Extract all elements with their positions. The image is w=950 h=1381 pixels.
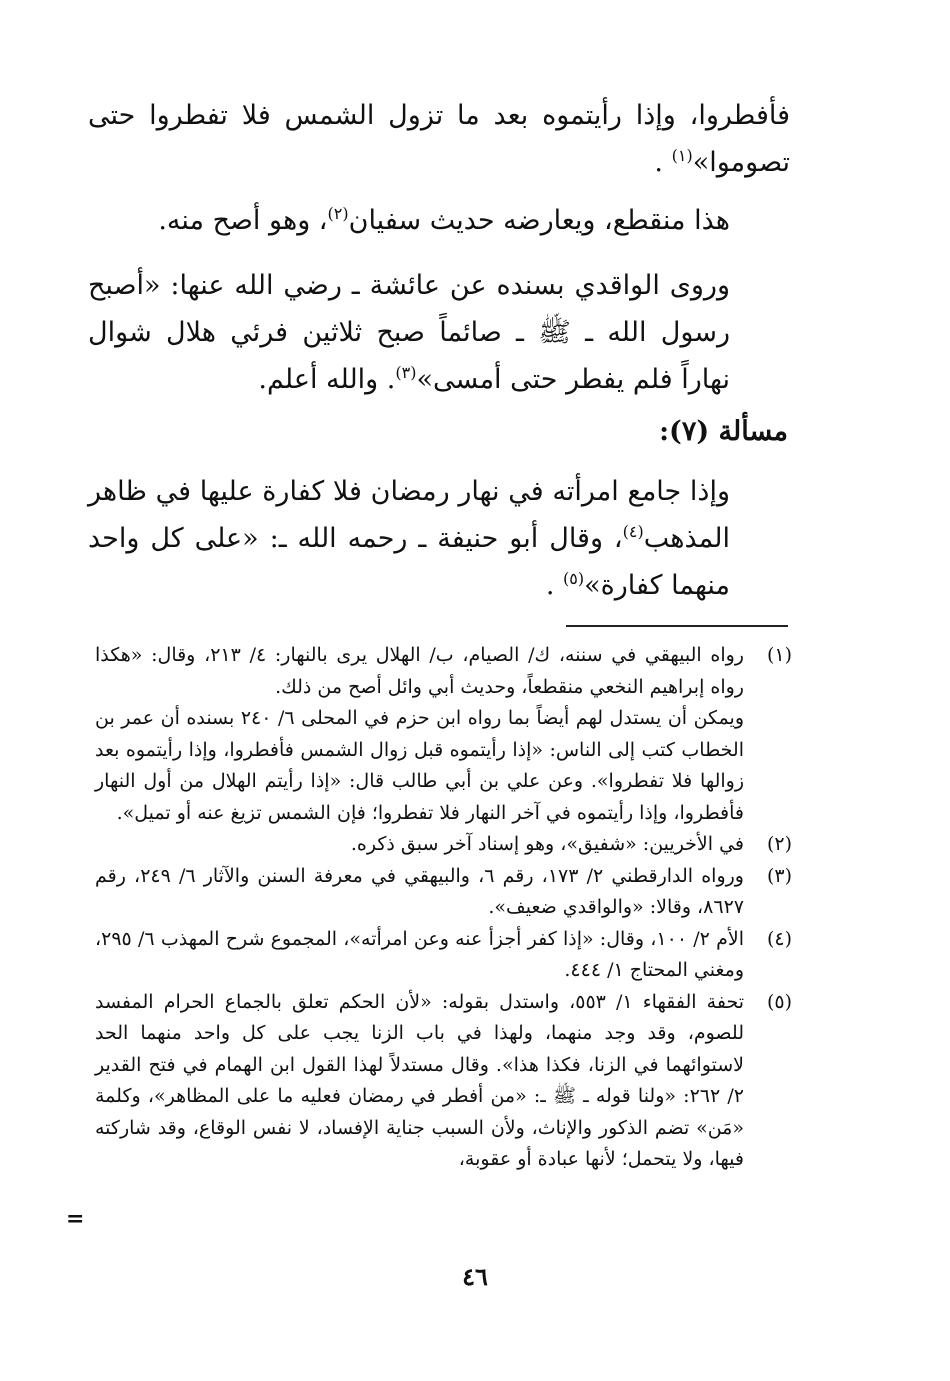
footnote-paragraph: تحفة الفقهاء ١/ ٥٥٣، واستدل بقوله: «لأن الحكم تعلق بالجماع الحرام المفسد للصوم، وقد وجد منهما، ولهذا في باب الزنا يجب على كل واحد منهما الحد لاستوائهما في الزنا، فكذا هذا». وقال مستدلاً لهذا القول ابن الهمام في فتح القدير ٢/ ٢٦٢: «ولنا قوله ـ ﷺ ـ: «من أفطر في رمضان فعليه ما على المظاهر»، وكلمة «مَن» تضم الذكور والإناث، ولأن السبب جناية الإفساد، لا نفس الوقاع، وقد شاركته فيها، ولا يتحمل؛ لأنها عبادة أو عقوبة، <box>95 990 744 1170</box>
footnotes <box>95 640 792 1176</box>
footnote-number: (٥) <box>766 990 792 1013</box>
paragraph-end: . <box>545 570 563 601</box>
footnote-paragraph: الأم ٢/ ١٠٠، وقال: «إذا كفر أجزأ عنه وعن امرأته»، المجموع شرح المهذب ٦/ ٢٩٥، ومغني المحتاج ١/ ٤٤٤. <box>95 927 744 981</box>
paragraph-text: فأفطروا، وإذا رأيتموه بعد ما تزول الشمس فلا تفطروا حتى تصوموا» <box>88 100 790 178</box>
section-heading: مسألة (٧): <box>659 416 788 447</box>
paragraph-end: ، وهو أصح منه. <box>158 205 328 236</box>
footnote-text <box>95 829 744 861</box>
footnote-text <box>95 640 744 829</box>
footnote-number: (١) <box>766 644 792 666</box>
footnote-1 <box>95 640 792 829</box>
footnote-text <box>95 987 744 1176</box>
paragraph-end: . <box>654 147 672 178</box>
body-paragraph-2 <box>88 197 790 244</box>
footnote-number: (٤) <box>766 927 792 950</box>
footnote-ref[interactable]: (٤) <box>622 522 644 541</box>
paragraph-text: وإذا جامع امرأته في نهار رمضان فلا كفارة عليها في ظاهر المذهب <box>88 476 730 554</box>
paragraph-text: هذا منقطع، ويعارضه حديث سفيان <box>348 205 730 236</box>
footnote-5 <box>95 987 792 1176</box>
footnote-3 <box>95 861 792 924</box>
page-number: ٤٦ <box>462 1262 488 1291</box>
footnote-number: (٢) <box>766 833 792 855</box>
footnote-ref[interactable]: (٢) <box>327 204 349 223</box>
paragraph-end: . والله أعلم. <box>258 364 396 395</box>
body-paragraph-1 <box>88 92 790 186</box>
footnote-text <box>95 924 744 987</box>
paragraph-text-mid: ، وقال أبو حنيفة ـ رحمه الله ـ: «على كل واحد منهما كفارة» <box>88 523 730 601</box>
continuation-mark: = <box>66 1206 85 1232</box>
body-paragraph-3 <box>88 262 790 403</box>
footnote-text <box>95 861 744 924</box>
paragraph-text: وروى الواقدي بسنده عن عائشة ـ رضي الله عنها: «أصبح رسول الله ـ ﷺ ـ صائماً صبح ثلاثين فرئي هلال شوال نهاراً فلم يفطر حتى أمسى» <box>88 270 730 395</box>
footnote-paragraph: ويمكن أن يستدل لهم أيضاً بما رواه ابن حزم في المحلى ٦/ ٢٤٠ بسنده أن عمر بن الخطاب كتب إلى الناس: «إذا رأيتموه قبل زوال الشمس فأفطروا، وإذا رأيتموه بعد زوالها فلا تفطروا». وعن علي بن أبي طالب قال: «إذا رأيتم الهلال من أول النهار فأفطروا، وإذا رأيتموه في آخر النهار فلا تفطروا؛ فإن الشمس تزيغ عنه أو تميل». <box>95 707 744 824</box>
footnote-paragraph: في الأخريين: «شفيق»، وهو إسناد آخر سبق ذكره. <box>350 833 744 855</box>
footnote-2 <box>95 829 792 861</box>
footnote-number: (٣) <box>766 864 792 887</box>
footnote-4 <box>95 924 792 987</box>
footnote-ref[interactable]: (٣) <box>395 363 417 382</box>
footnote-ref[interactable]: (١) <box>671 146 693 165</box>
footnote-separator <box>566 625 788 627</box>
body-paragraph-4 <box>88 468 790 609</box>
footnote-paragraph: ورواه الدارقطني ٢/ ١٧٣، رقم ٦، والبيهقي في معرفة السنن والآثار ٦/ ٢٤٩، رقم ٨٦٢٧، وقالا: «والواقدي ضعيف». <box>95 864 744 918</box>
footnote-ref[interactable]: (٥) <box>562 569 585 588</box>
footnote-paragraph: رواه البيهقي في سننه، ك/ الصيام، ب/ الهلال يرى بالنهار: ٤/ ٢١٣، وقال: «هكذا رواه إبراهيم النخعي منقطعاً، وحديث أبي وائل أصح من ذلك. <box>95 644 744 698</box>
